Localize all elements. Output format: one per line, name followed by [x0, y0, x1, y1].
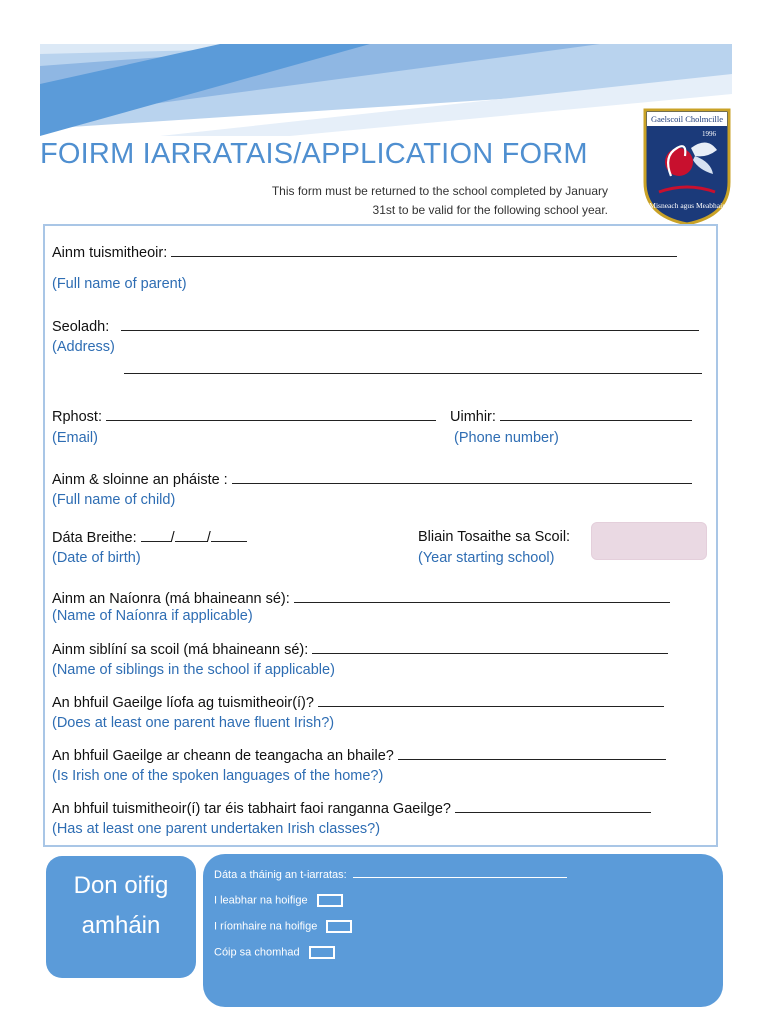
dob-day-field[interactable]: [141, 529, 171, 542]
irish-classes-label: An bhfuil tuismitheoir(í) tar éis tabhairt faoi ranganna Gaeilge?: [52, 801, 451, 817]
naionra-english: (Name of Naíonra if applicable): [52, 608, 253, 624]
dob-month-field[interactable]: [175, 529, 207, 542]
phone-row: [450, 408, 692, 425]
dob-label: Dáta Breithe:: [52, 530, 137, 546]
child-name-field[interactable]: [232, 471, 692, 484]
office-computer-checkbox[interactable]: [326, 920, 352, 933]
school-crest: [641, 104, 733, 228]
child-name-label: Ainm & sloinne an pháiste :: [52, 472, 228, 488]
email-english: (Email): [52, 430, 98, 446]
year-start-input[interactable]: [591, 522, 707, 560]
header-banner: [40, 44, 732, 136]
siblings-label: Ainm siblíní sa scoil (má bhaineann sé):: [52, 642, 309, 658]
year-start-label: Bliain Tosaithe sa Scoil:: [418, 529, 571, 545]
address-label: Seoladh:: [52, 319, 110, 335]
child-name-row: [52, 471, 692, 488]
parent-name-field[interactable]: [171, 244, 677, 257]
svg-text:1996: 1996: [702, 130, 716, 138]
svg-text:Gaelscoil Cholmcille: Gaelscoil Cholmcille: [651, 114, 723, 124]
date-received-field[interactable]: [353, 868, 567, 878]
naionra-row: [52, 590, 670, 607]
office-book-row: [214, 894, 343, 907]
siblings-english: (Name of siblings in the school if applicable): [52, 662, 335, 678]
home-language-row: [52, 747, 666, 764]
office-use-label-line1: Don oifig: [73, 872, 169, 899]
irish-classes-row: [52, 800, 651, 817]
office-use-panel: [203, 854, 723, 1007]
fluent-row: [52, 694, 664, 711]
irish-classes-field[interactable]: [455, 800, 651, 813]
address-row: [52, 318, 699, 335]
file-copy-label: Cóip sa chomhad: [214, 946, 300, 959]
address-field-2[interactable]: [124, 361, 702, 374]
fluent-english: (Does at least one parent have fluent Irish?): [52, 715, 335, 731]
file-copy-row: [214, 946, 335, 959]
dob-separator: /: [206, 530, 211, 546]
dob-row: [52, 529, 247, 546]
dob-year-field[interactable]: [211, 529, 247, 542]
child-name-english: (Full name of child): [52, 492, 176, 508]
email-label: Rphost:: [52, 409, 102, 425]
office-use-label-panel: [46, 856, 196, 978]
date-received-label: Dáta a tháinig an t-iarratas:: [214, 869, 347, 881]
parent-name-label: Ainm tuismitheoir:: [52, 245, 168, 261]
address-english: (Address): [52, 339, 115, 355]
page-title: FOIRM IARRATAIS/APPLICATION FORM: [40, 138, 588, 170]
fluent-label: An bhfuil Gaeilge líofa ag tuismitheoir(í)?: [52, 695, 314, 711]
home-language-label: An bhfuil Gaeilge ar cheann de teangacha an bhaile?: [52, 748, 394, 764]
office-book-checkbox[interactable]: [317, 894, 343, 907]
dob-english: (Date of birth): [52, 550, 141, 566]
email-field[interactable]: [106, 408, 436, 421]
address-field-1[interactable]: [121, 318, 699, 331]
siblings-field[interactable]: [312, 641, 668, 654]
siblings-row: [52, 641, 668, 658]
file-copy-checkbox[interactable]: [309, 946, 335, 959]
naionra-label: Ainm an Naíonra (má bhaineann sé):: [52, 591, 290, 607]
year-start-english: (Year starting school): [418, 550, 555, 566]
page-subtitle: This form must be returned to the school completed by January 31st to be valid for the following school year.: [271, 184, 608, 217]
naionra-field[interactable]: [294, 590, 670, 603]
office-computer-row: [214, 920, 352, 933]
phone-english: (Phone number): [454, 430, 559, 446]
office-computer-label: I ríomhaire na hoifige: [214, 920, 318, 933]
svg-text:Misneach agus Meabhair: Misneach agus Meabhair: [649, 201, 725, 210]
office-use-label-line2: amháin: [81, 912, 161, 939]
home-language-field[interactable]: [398, 747, 666, 760]
phone-label: Uimhir:: [450, 409, 496, 425]
date-received-row: [214, 868, 567, 881]
parent-name-english: (Full name of parent): [52, 276, 187, 292]
email-row: [52, 408, 436, 425]
fluent-field[interactable]: [318, 694, 664, 707]
parent-name-row: [52, 244, 677, 261]
office-book-label: I leabhar na hoifige: [214, 894, 308, 907]
dob-separator: /: [170, 530, 175, 546]
home-language-english: (Is Irish one of the spoken languages of the home?): [52, 768, 384, 784]
phone-field[interactable]: [500, 408, 692, 421]
address-row-2: [124, 361, 702, 378]
irish-classes-english: (Has at least one parent undertaken Irish classes?): [52, 821, 381, 837]
